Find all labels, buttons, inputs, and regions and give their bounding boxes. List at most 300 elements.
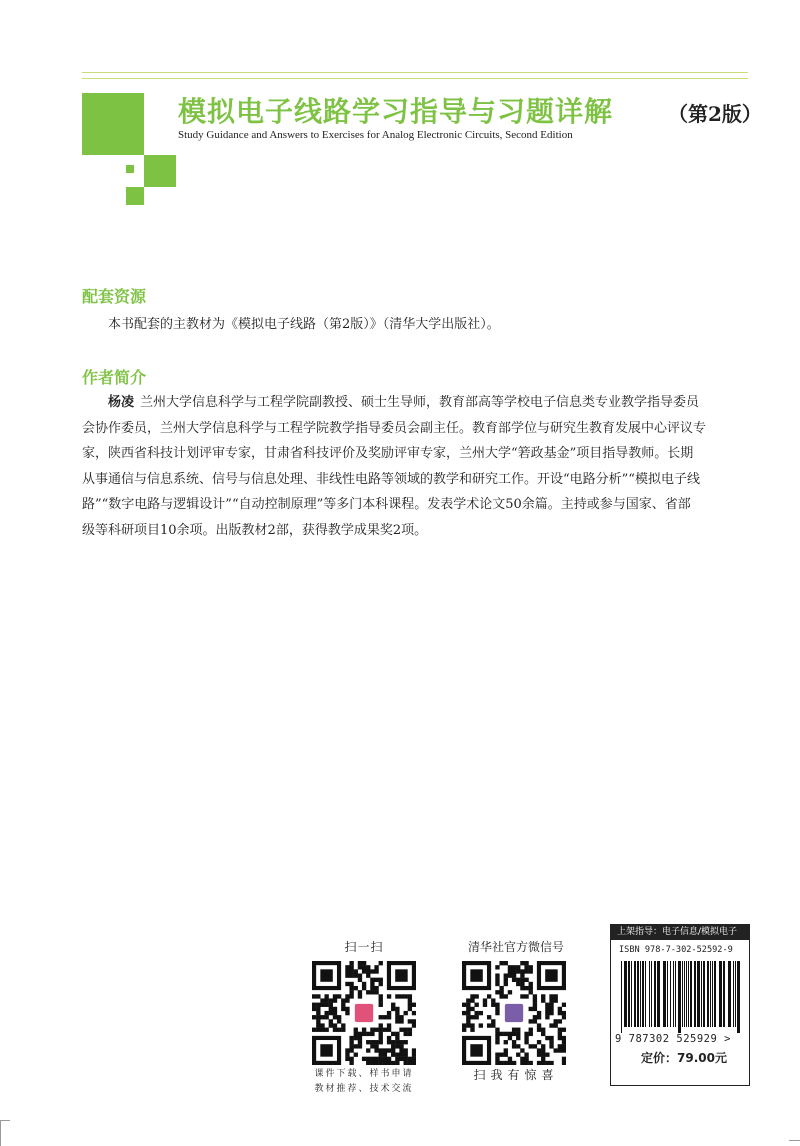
qr-module <box>395 1036 399 1040</box>
qr-module <box>395 1019 399 1023</box>
qr-module <box>383 1015 387 1019</box>
qr-module <box>320 1028 324 1032</box>
qr-module <box>354 1044 358 1048</box>
qr-module <box>358 1036 362 1040</box>
qr-module <box>495 973 499 977</box>
qr-module <box>558 1019 562 1023</box>
qr-module <box>512 1032 516 1036</box>
qr-module <box>520 1048 524 1052</box>
qr-module <box>508 1032 512 1036</box>
qr-module <box>362 1057 366 1061</box>
qr-module <box>462 1028 466 1032</box>
qr-module <box>379 1040 383 1044</box>
qr-module <box>412 1048 416 1052</box>
qr-module <box>374 990 378 994</box>
qr-module <box>395 1057 399 1061</box>
barcode-bar <box>703 961 705 1027</box>
qr-module <box>508 1061 512 1065</box>
qr-module <box>495 990 499 994</box>
barcode-icon <box>619 961 743 1033</box>
qr-finder-pattern <box>320 1044 332 1056</box>
qr-module <box>508 1036 512 1040</box>
barcode-bar <box>621 961 622 1033</box>
qr-module <box>537 1011 541 1015</box>
qr-module <box>554 1048 558 1052</box>
qr-module <box>549 1003 553 1007</box>
qr-module <box>329 1019 333 1023</box>
qr-module <box>495 1053 499 1057</box>
qr-module <box>354 1036 358 1040</box>
barcode-bar <box>624 961 627 1027</box>
author-bio-text: 兰州大学信息科学与工程学院副教授、硕士生导师，教育部高等学校电子信息类专业教学指导委员 <box>140 395 700 410</box>
qr-module <box>383 1053 387 1057</box>
qr-module <box>524 969 528 973</box>
qr-module <box>474 1015 478 1019</box>
qr-module <box>379 1036 383 1040</box>
qr-module <box>337 1015 341 1019</box>
qr-module <box>479 1023 483 1027</box>
qr-module <box>374 978 378 982</box>
qr-module <box>345 1011 349 1015</box>
barcode-bar <box>657 961 660 1027</box>
qr-module <box>399 994 403 998</box>
qr-module <box>549 994 553 998</box>
qr-module <box>399 1048 403 1052</box>
qr-module <box>512 1028 516 1032</box>
qr-module <box>412 1061 416 1065</box>
barcode-bar <box>645 961 646 1027</box>
qr-module <box>370 969 374 973</box>
qr-module <box>545 1007 549 1011</box>
qr-module <box>399 1040 403 1044</box>
qr-module <box>345 973 349 977</box>
qr-module <box>366 990 370 994</box>
qr-module <box>520 978 524 982</box>
qr-module <box>508 1057 512 1061</box>
qr-module <box>391 1040 395 1044</box>
qr-module <box>366 1040 370 1044</box>
qr-module <box>349 965 353 969</box>
qr-module <box>541 1044 545 1048</box>
qr-module <box>379 961 383 965</box>
qr-module <box>529 986 533 990</box>
qr-module <box>379 1003 383 1007</box>
book-edition: （第2版） <box>668 102 762 126</box>
qr-module <box>324 1028 328 1032</box>
barcode-bar <box>682 961 683 1027</box>
qr-module <box>395 1061 399 1065</box>
qr-module <box>370 978 374 982</box>
qr-module <box>504 1053 508 1057</box>
qr-module <box>495 1040 499 1044</box>
qr-module <box>362 965 366 969</box>
qr-module <box>329 1011 333 1015</box>
barcode-digits: 9 787302 525929 > <box>615 1033 731 1045</box>
qr-module <box>324 998 328 1002</box>
barcode-bar <box>723 961 725 1027</box>
qr-module <box>404 1011 408 1015</box>
barcode-bar <box>707 961 709 1027</box>
qr-module <box>395 1015 399 1019</box>
qr-module <box>349 961 353 965</box>
qr-module <box>358 973 362 977</box>
qr-module <box>379 1028 383 1032</box>
qr-module <box>379 982 383 986</box>
qr-module <box>516 1032 520 1036</box>
qr-module <box>366 1032 370 1036</box>
qr-module <box>354 986 358 990</box>
qr-module <box>387 1011 391 1015</box>
qr-module <box>529 1028 533 1032</box>
qr-module <box>362 982 366 986</box>
qr-module <box>349 1057 353 1061</box>
qr-module <box>337 994 341 998</box>
qr-module <box>533 1044 537 1048</box>
qr-module <box>516 1053 520 1057</box>
qr-module <box>562 1011 566 1015</box>
qr-module <box>333 1011 337 1015</box>
qr-module <box>404 1061 408 1065</box>
qr-module <box>499 1061 503 1065</box>
qr-module <box>562 1040 566 1044</box>
wechat-qr-code[interactable] <box>462 961 566 1065</box>
qr-finder-pattern <box>470 1044 482 1056</box>
qr-module <box>499 961 503 965</box>
qr-module <box>504 973 508 977</box>
scan-qr-label: 扫一扫 <box>344 940 384 954</box>
qr-module <box>516 978 520 982</box>
qr-module <box>324 1015 328 1019</box>
qr-module <box>529 1061 533 1065</box>
qr-module <box>349 1061 353 1065</box>
qr-module <box>358 990 362 994</box>
qr-module <box>562 1036 566 1040</box>
qr-module <box>479 1011 483 1015</box>
qr-module <box>537 1015 541 1019</box>
qr-module <box>404 1048 408 1052</box>
qr-module <box>395 1053 399 1057</box>
barcode-bar <box>690 961 692 1027</box>
qr-module <box>524 986 528 990</box>
qr-module <box>541 1057 545 1061</box>
qr-module <box>408 1061 412 1065</box>
qr-module <box>520 969 524 973</box>
qr-module <box>366 1048 370 1052</box>
qr-module <box>554 994 558 998</box>
qr-module <box>562 1028 566 1032</box>
qr-module <box>466 1011 470 1015</box>
qr-module <box>366 973 370 977</box>
qr-module <box>312 1028 316 1032</box>
qr-module <box>537 1061 541 1065</box>
qr-module <box>345 994 349 998</box>
decor-square-small <box>126 187 144 205</box>
qr-module <box>395 1040 399 1044</box>
qr-module <box>470 1028 474 1032</box>
qr-module <box>499 986 503 990</box>
qr-module <box>391 1061 395 1065</box>
author-bio <box>82 390 732 544</box>
qr-finder-pattern <box>395 969 407 981</box>
qr-module <box>562 1003 566 1007</box>
qr-module <box>370 986 374 990</box>
qr-finder-pattern <box>470 969 482 981</box>
qr-module <box>387 1023 391 1027</box>
author-bio-line: 级等科研项目10余项。出版教材2部，获得教学成果奖2项。 <box>82 522 428 538</box>
qr-module <box>512 969 516 973</box>
qr-module <box>524 961 528 965</box>
qr-module <box>495 1003 499 1007</box>
qr-module <box>412 1023 416 1027</box>
qr-module <box>349 1048 353 1052</box>
qr-module <box>354 1028 358 1032</box>
qr-module <box>345 1053 349 1057</box>
qr-module <box>324 1003 328 1007</box>
qr-module <box>545 1061 549 1065</box>
qr-module <box>516 1044 520 1048</box>
qr-module <box>466 1019 470 1023</box>
barcode-bar <box>670 961 671 1027</box>
qr-module <box>412 1053 416 1057</box>
qr-module <box>374 1048 378 1052</box>
qr-module <box>404 1028 408 1032</box>
qr-module <box>470 998 474 1002</box>
wechat-qr-caption: 扫我有惊喜 <box>473 1068 559 1082</box>
qr-module <box>524 978 528 982</box>
qr-module <box>408 1028 412 1032</box>
scan-qr-block <box>308 938 420 1095</box>
qr-module <box>533 1015 537 1019</box>
qr-module <box>524 1061 528 1065</box>
qr-module <box>533 1019 537 1023</box>
qr-module <box>387 1015 391 1019</box>
qr-module <box>345 982 349 986</box>
qr-module <box>387 1028 391 1032</box>
qr-module <box>524 1040 528 1044</box>
qr-module <box>549 1036 553 1040</box>
qr-module <box>412 1057 416 1061</box>
qr-module <box>512 965 516 969</box>
qr-logo-icon <box>355 1004 373 1022</box>
qr-module <box>474 1003 478 1007</box>
qr-module <box>366 969 370 973</box>
qr-module <box>362 986 366 990</box>
barcode-bar <box>631 961 632 1027</box>
qr-module <box>395 1011 399 1015</box>
qr-module <box>333 1015 337 1019</box>
qr-module <box>358 965 362 969</box>
qr-module <box>329 1023 333 1027</box>
qr-module <box>562 1015 566 1019</box>
resources-text: 本书配套的主教材为《模拟电子线路（第2版）》（清华大学出版社）。 <box>108 317 500 332</box>
qr-module <box>524 1057 528 1061</box>
qr-module <box>374 965 378 969</box>
qr-module <box>504 1032 508 1036</box>
qr-module <box>370 1040 374 1044</box>
qr-module <box>366 1057 370 1061</box>
qr-module <box>491 1023 495 1027</box>
header-rule-bottom <box>82 78 748 79</box>
qr-module <box>312 1007 316 1011</box>
barcode-bar <box>663 961 666 1027</box>
barcode-bar <box>735 961 736 1027</box>
qr-finder-pattern <box>320 969 332 981</box>
qr-module <box>545 1011 549 1015</box>
qr-module <box>495 982 499 986</box>
qr-module <box>545 1036 549 1040</box>
qr-module <box>379 1023 383 1027</box>
qr-module <box>470 994 474 998</box>
qr-module <box>404 1040 408 1044</box>
barcode-bar <box>642 961 644 1027</box>
decor-square-medium <box>144 155 176 187</box>
qr-module <box>558 1007 562 1011</box>
qr-module <box>495 1007 499 1011</box>
author-bio-line: 路”“数字电路与逻辑设计”“自动控制原理”等多门本科课程。发表学术论文50余篇。主持或参与国家、省部 <box>82 497 691 513</box>
qr-module <box>412 1019 416 1023</box>
qr-module <box>387 1040 391 1044</box>
qr-module <box>562 1044 566 1048</box>
qr-module <box>487 994 491 998</box>
barcode-bar <box>628 961 630 1027</box>
qr-module <box>370 1028 374 1032</box>
qr-module <box>549 1007 553 1011</box>
qr-logo-icon <box>505 1004 523 1022</box>
barcode-bar <box>733 961 734 1027</box>
qr-module <box>466 1007 470 1011</box>
scan-qr-caption-1: 课件下载、样书申请 <box>314 1069 414 1079</box>
qr-module <box>399 1053 403 1057</box>
qr-module <box>391 1032 395 1036</box>
qr-module <box>324 1011 328 1015</box>
qr-module <box>345 965 349 969</box>
qr-module <box>379 978 383 982</box>
qr-module <box>374 1044 378 1048</box>
qr-module <box>395 1044 399 1048</box>
qr-module <box>474 1011 478 1015</box>
qr-module <box>358 961 362 965</box>
qr-module <box>495 1057 499 1061</box>
qr-module <box>379 994 383 998</box>
qr-module <box>316 994 320 998</box>
qr-module <box>395 994 399 998</box>
qr-module <box>499 1032 503 1036</box>
qr-module <box>537 1048 541 1052</box>
qr-module <box>349 1044 353 1048</box>
qr-module <box>495 1061 499 1065</box>
shelf-guide: 上架指导：电子信息/模拟电子 <box>611 925 749 940</box>
barcode-bar <box>688 961 689 1027</box>
qr-module <box>354 1053 358 1057</box>
qr-module <box>383 1061 387 1065</box>
qr-module <box>545 1003 549 1007</box>
barcode-bar <box>673 961 674 1027</box>
qr-module <box>387 1061 391 1065</box>
qr-module <box>512 1061 516 1065</box>
isbn-number: ISBN 978-7-302-52592-9 <box>619 945 733 955</box>
qr-module <box>383 1028 387 1032</box>
qr-module <box>404 1032 408 1036</box>
qr-module <box>537 1023 541 1027</box>
qr-module <box>466 1003 470 1007</box>
qr-module <box>391 1007 395 1011</box>
qr-module <box>370 1032 374 1036</box>
qr-module <box>362 969 366 973</box>
qr-module <box>387 994 391 998</box>
qr-module <box>374 1057 378 1061</box>
qr-module <box>508 973 512 977</box>
resources-heading: 配套资源 <box>82 287 147 306</box>
qr-module <box>349 1040 353 1044</box>
qr-module <box>345 1048 349 1052</box>
qr-module <box>462 1003 466 1007</box>
qr-module <box>558 1044 562 1048</box>
crop-mark <box>789 1140 800 1141</box>
qr-module <box>412 1011 416 1015</box>
qr-module <box>516 969 520 973</box>
barcode-bar <box>697 961 700 1027</box>
qr-module <box>387 1057 391 1061</box>
barcode-bar <box>701 961 702 1027</box>
qr-module <box>549 1044 553 1048</box>
qr-module <box>341 1007 345 1011</box>
qr-module <box>495 1032 499 1036</box>
qr-module <box>533 1007 537 1011</box>
qr-module <box>520 982 524 986</box>
qr-module <box>524 994 528 998</box>
barcode-bar <box>667 961 668 1027</box>
qr-module <box>333 994 337 998</box>
qr-module <box>316 1007 320 1011</box>
wechat-qr-label: 清华社官方微信号 <box>467 940 564 954</box>
qr-module <box>504 1040 508 1044</box>
qr-module <box>495 978 499 982</box>
qr-module <box>391 1044 395 1048</box>
qr-module <box>529 969 533 973</box>
qr-module <box>541 1028 545 1032</box>
barcode-bar <box>710 961 711 1027</box>
qr-module <box>370 1061 374 1065</box>
qr-module <box>379 998 383 1002</box>
qr-module <box>358 994 362 998</box>
qr-module <box>554 1023 558 1027</box>
qr-module <box>483 1003 487 1007</box>
qr-module <box>512 973 516 977</box>
qr-module <box>558 1032 562 1036</box>
qr-module <box>366 1061 370 1065</box>
qr-module <box>320 1003 324 1007</box>
qr-module <box>349 973 353 977</box>
qr-module <box>537 1040 541 1044</box>
qr-module <box>341 1003 345 1007</box>
qr-module <box>516 1028 520 1032</box>
qr-module <box>520 973 524 977</box>
qr-module <box>554 1019 558 1023</box>
barcode-bar <box>675 961 676 1027</box>
qr-module <box>508 965 512 969</box>
scan-qr-code[interactable] <box>312 961 416 1065</box>
qr-module <box>312 1003 316 1007</box>
qr-module <box>316 1028 320 1032</box>
qr-module <box>320 1023 324 1027</box>
qr-module <box>370 990 374 994</box>
crop-mark <box>0 1120 1 1146</box>
qr-module <box>516 1036 520 1040</box>
qr-module <box>404 1057 408 1061</box>
qr-finder-pattern <box>545 969 557 981</box>
qr-module <box>408 1057 412 1061</box>
qr-module <box>529 1032 533 1036</box>
